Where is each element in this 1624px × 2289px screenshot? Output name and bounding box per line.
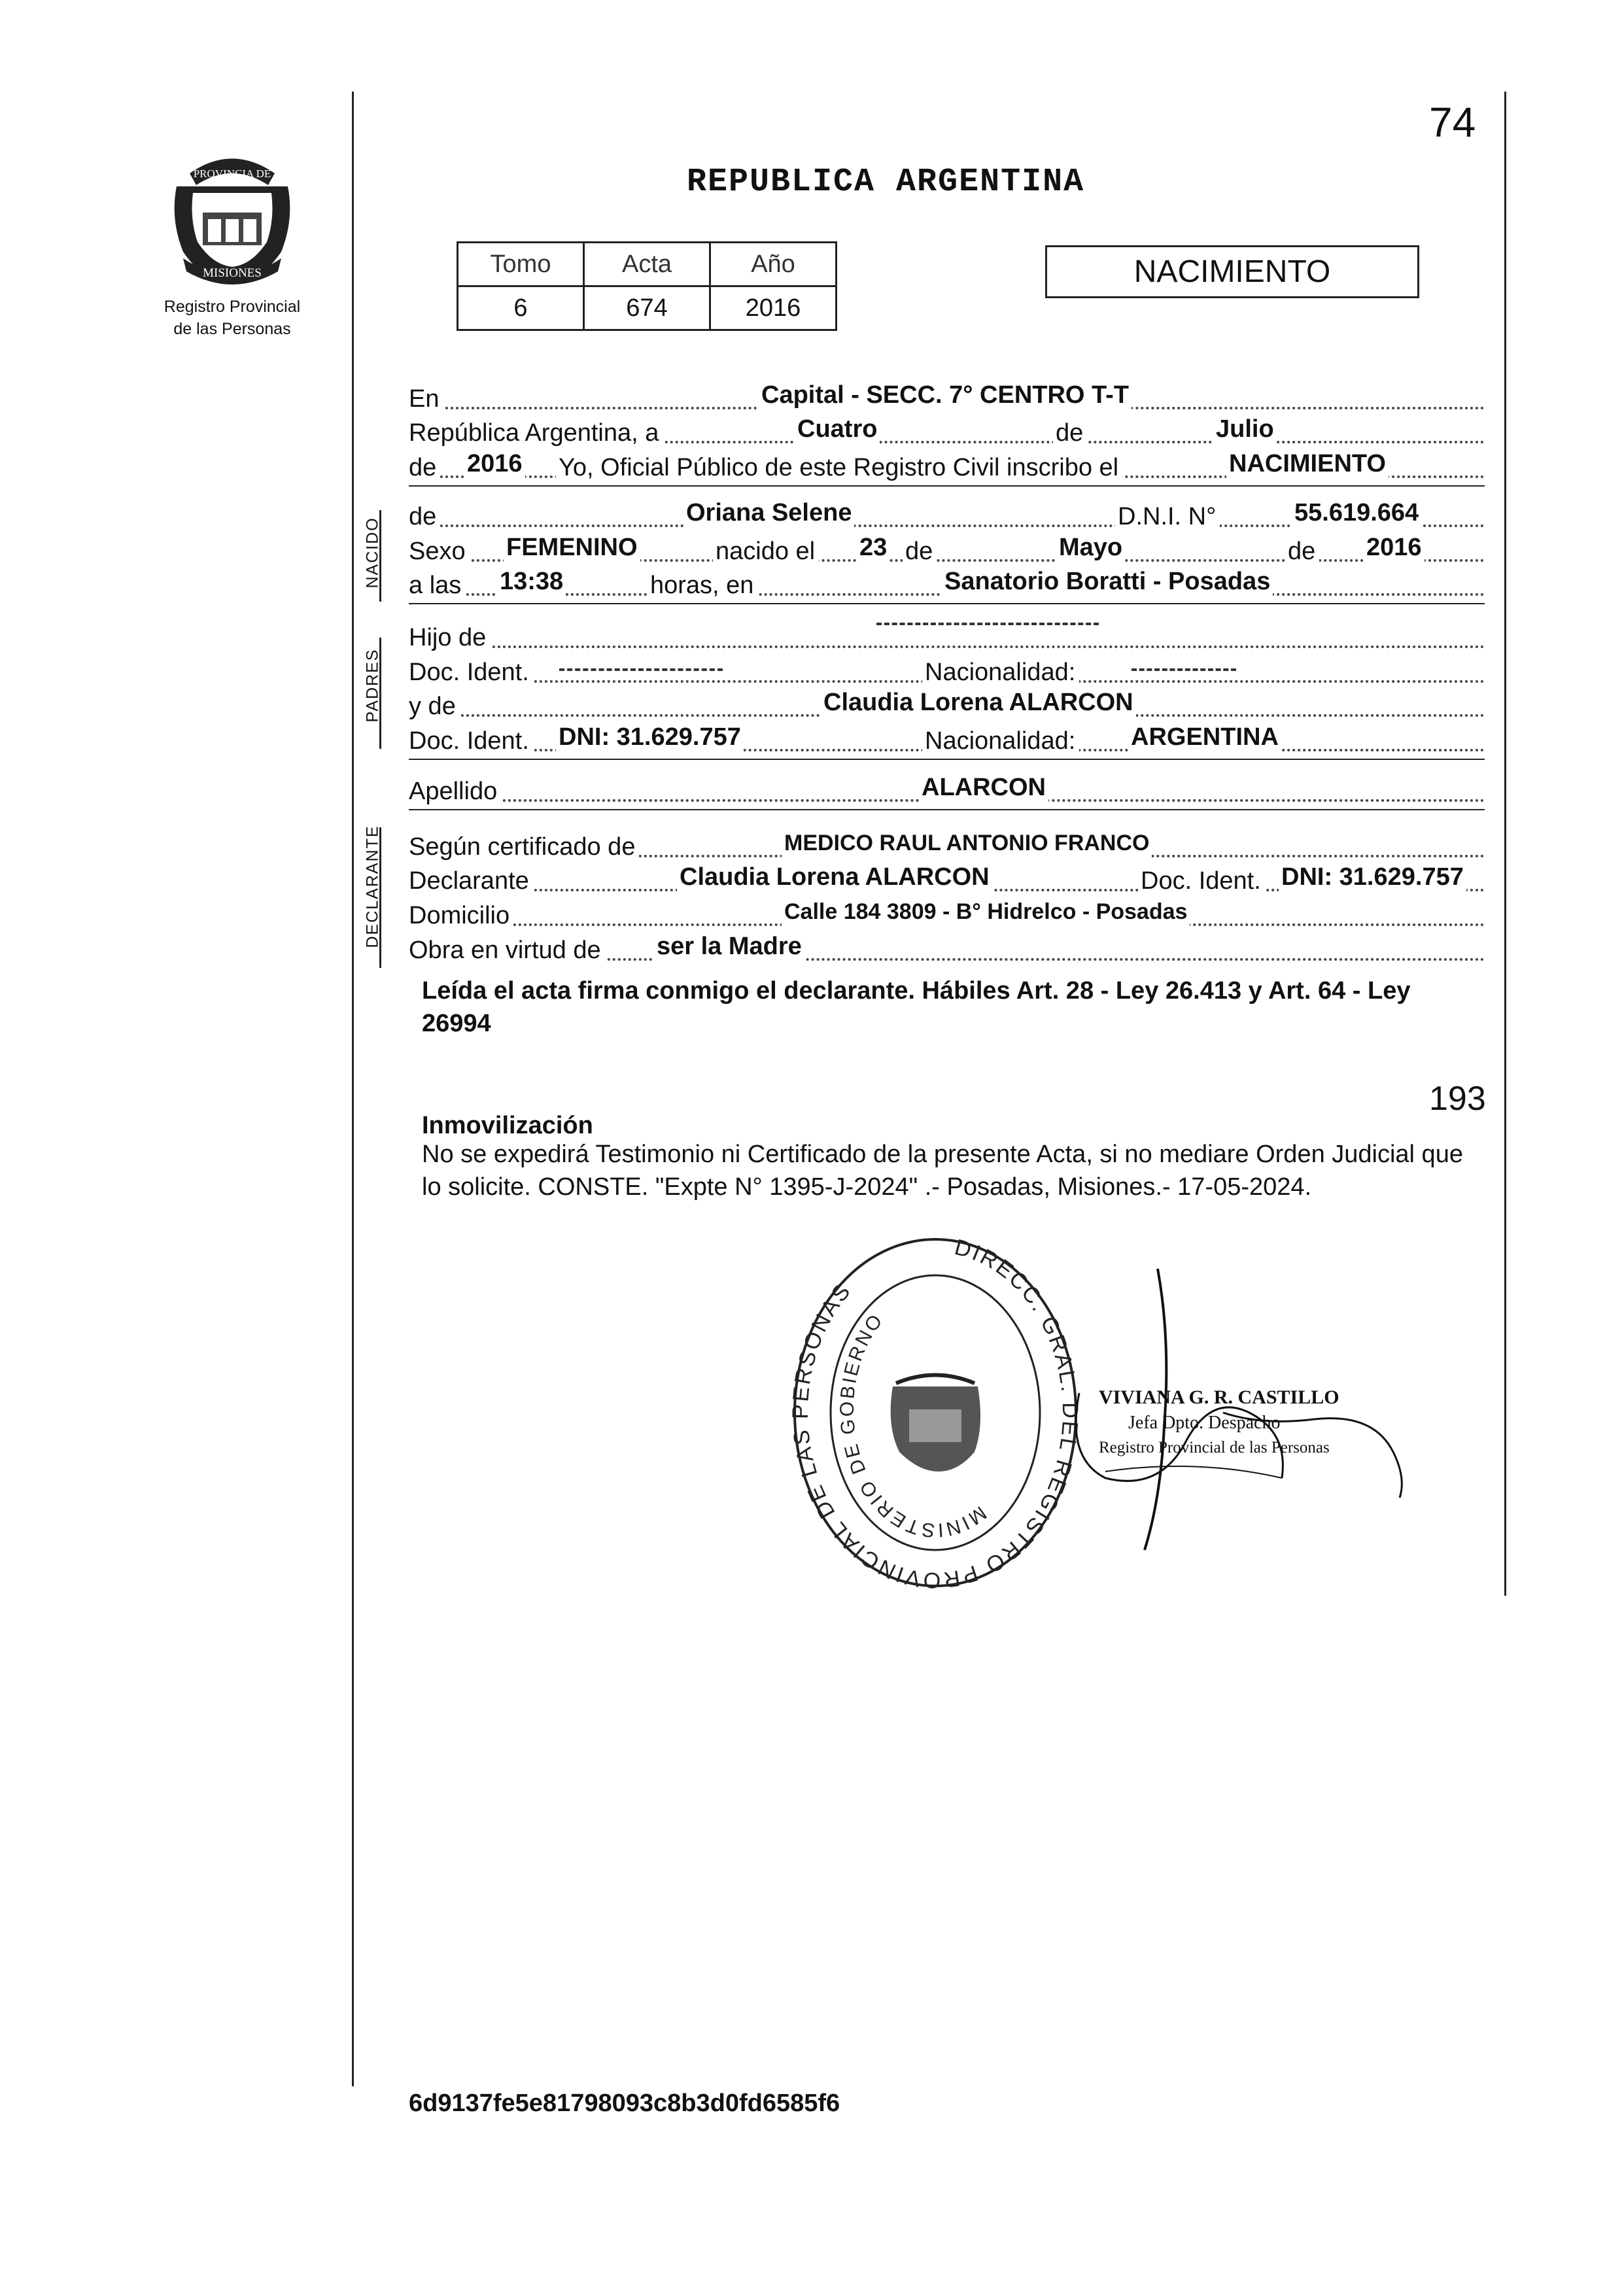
segun-value: MEDICO RAUL ANTONIO FRANCO xyxy=(782,827,1152,859)
doc2-value: DNI: 31.629.757 xyxy=(556,721,744,753)
doc1-label: Doc. Ident. xyxy=(409,656,533,689)
de-label-4: de xyxy=(1285,535,1319,568)
value-acta: 674 xyxy=(584,286,710,330)
stamp-outer-text: DIRECC. GRAL. DEL REGISTRO PROVINCIAL DE LAS PERSONAS xyxy=(788,1236,1082,1589)
domicilio-value: Calle 184 3809 - B° Hidrelco - Posadas xyxy=(782,895,1190,928)
right-margin-line xyxy=(1504,92,1506,1596)
document-type-box: NACIMIENTO xyxy=(1045,245,1419,298)
nacido-anio: 2016 xyxy=(1364,531,1425,564)
inmovilizacion-title: Inmovilización xyxy=(422,1112,593,1139)
record-reference-table xyxy=(457,241,837,331)
row-hijo xyxy=(409,621,1485,654)
stamp-crest-icon xyxy=(891,1375,980,1472)
seal-top-text: PROVINCIA DE xyxy=(193,167,271,180)
mes-value: Julio xyxy=(1213,413,1277,445)
hora-value: 13:38 xyxy=(497,565,566,598)
registry-logo xyxy=(147,147,317,339)
row-apellido xyxy=(409,775,1485,808)
nac2-label: Nacionalidad: xyxy=(922,725,1079,757)
yde-label: y de xyxy=(409,690,460,723)
hijo-blank-dashes xyxy=(876,623,1099,625)
obra-value: ser la Madre xyxy=(654,930,804,963)
logo-caption-line2: de las Personas xyxy=(173,320,291,338)
rule-4 xyxy=(409,809,1485,810)
sexo-value: FEMENINO xyxy=(504,531,640,564)
segun-label: Según certificado de xyxy=(409,831,639,863)
declarante-value: Claudia Lorena ALARCON xyxy=(677,861,992,893)
row-segun xyxy=(409,831,1485,863)
signatory-name: VIVIANA G. R. CASTILLO xyxy=(1099,1386,1339,1408)
value-anio: 2016 xyxy=(710,286,837,330)
nac2-value: ARGENTINA xyxy=(1128,721,1281,753)
row-madre xyxy=(409,690,1485,723)
row-obra xyxy=(409,934,1485,967)
doc3-label: Doc. Ident. xyxy=(1138,865,1265,897)
domicilio-label: Domicilio xyxy=(409,899,513,932)
republica-label: República Argentina, a xyxy=(409,417,663,449)
de-label-3: de xyxy=(903,535,937,568)
doc1-blank-dashes xyxy=(559,668,723,671)
apellido-label: Apellido xyxy=(409,775,501,808)
province-seal-icon xyxy=(157,147,307,291)
row-domicilio xyxy=(409,899,1485,932)
de-nombre-label: de xyxy=(409,500,440,533)
rule-2 xyxy=(409,603,1485,604)
legal-text: Leída el acta firma conmigo el declarante. Hábiles Art. 28 - Ley 26.413 y Art. 64 - Ley 26994 xyxy=(422,977,1411,1037)
document-hash: 6d9137fe5e81798093c8b3d0fd6585f6 xyxy=(409,2090,840,2117)
rule-3 xyxy=(409,759,1485,760)
nombre-value: Oriana Selene xyxy=(683,496,854,529)
horas-label: horas, en xyxy=(648,569,757,602)
seal-bottom-text: MISIONES xyxy=(203,266,262,280)
official-stamp xyxy=(788,1236,1082,1589)
row-en xyxy=(409,383,1485,415)
left-margin-line xyxy=(352,92,354,2086)
header-tomo: Tomo xyxy=(458,243,584,286)
en-value: Capital - SECC. 7° CENTRO T-T xyxy=(759,379,1132,411)
nac1-label: Nacionalidad: xyxy=(922,656,1079,689)
row-doc2 xyxy=(409,725,1485,757)
dia-value: Cuatro xyxy=(795,413,880,445)
doc3-value: DNI: 31.629.757 xyxy=(1279,861,1466,893)
side-label-padres: PADRES xyxy=(363,648,382,723)
row-declarante xyxy=(409,865,1485,897)
header-anio: Año xyxy=(710,243,837,286)
side-label-nacido: NACIDO xyxy=(363,517,382,589)
tipo-value: NACIMIENTO xyxy=(1226,447,1389,480)
de-label: de xyxy=(1053,417,1087,449)
yo-text: Yo, Oficial Público de este Registro Civil inscribo el xyxy=(556,451,1122,484)
inmovilizacion-text: No se expedirá Testimonio ni Certificado de la presente Acta, si no mediare Orden Judicial que lo solicite. CONSTE. "Expte N° 1395-J-2024" .- Posadas, Misiones.- 17-05-2024. xyxy=(422,1141,1463,1201)
obra-label: Obra en virtud de xyxy=(409,934,605,967)
declarante-label: Declarante xyxy=(409,865,533,897)
annotation-number: 193 xyxy=(1429,1080,1486,1118)
row-doc1 xyxy=(409,656,1485,689)
sexo-label: Sexo xyxy=(409,535,470,568)
madre-value: Claudia Lorena ALARCON xyxy=(821,686,1136,719)
nacido-mes: Mayo xyxy=(1056,531,1125,564)
row-sexo xyxy=(409,535,1485,568)
signatory-role: Jefa Dpto. Despacho xyxy=(1128,1413,1281,1433)
alas-label: a las xyxy=(409,569,465,602)
dni-value: 55.619.664 xyxy=(1292,496,1421,529)
row-anio xyxy=(409,451,1485,484)
stamp-inner-text: MINISTERIO DE GOBIERNO xyxy=(836,1309,991,1541)
dni-label: D.N.I. N° xyxy=(1115,500,1220,533)
de-label-2: de xyxy=(409,451,440,484)
en-label: En xyxy=(409,383,443,415)
apellido-value: ALARCON xyxy=(919,771,1048,804)
lugar-value: Sanatorio Boratti - Posadas xyxy=(942,565,1273,598)
nac1-blank-dashes xyxy=(1132,668,1236,671)
rule-1 xyxy=(409,485,1485,487)
hijo-label: Hijo de xyxy=(409,621,490,654)
doc2-label: Doc. Ident. xyxy=(409,725,533,757)
header-acta: Acta xyxy=(584,243,710,286)
row-hora xyxy=(409,569,1485,602)
logo-caption-line1: Registro Provincial xyxy=(164,298,301,316)
document-title: REPUBLICA ARGENTINA xyxy=(687,164,1085,201)
page-number: 74 xyxy=(1429,99,1476,146)
nacido-label: nacido el xyxy=(713,535,819,568)
signatory-org: Registro Provincial de las Personas xyxy=(1099,1439,1330,1456)
side-label-declarante: DECLARANTE xyxy=(363,825,382,948)
nacido-dia: 23 xyxy=(857,531,890,564)
row-republica xyxy=(409,417,1485,449)
value-tomo: 6 xyxy=(458,286,584,330)
anio-value: 2016 xyxy=(464,447,525,480)
row-nombre xyxy=(409,500,1485,533)
